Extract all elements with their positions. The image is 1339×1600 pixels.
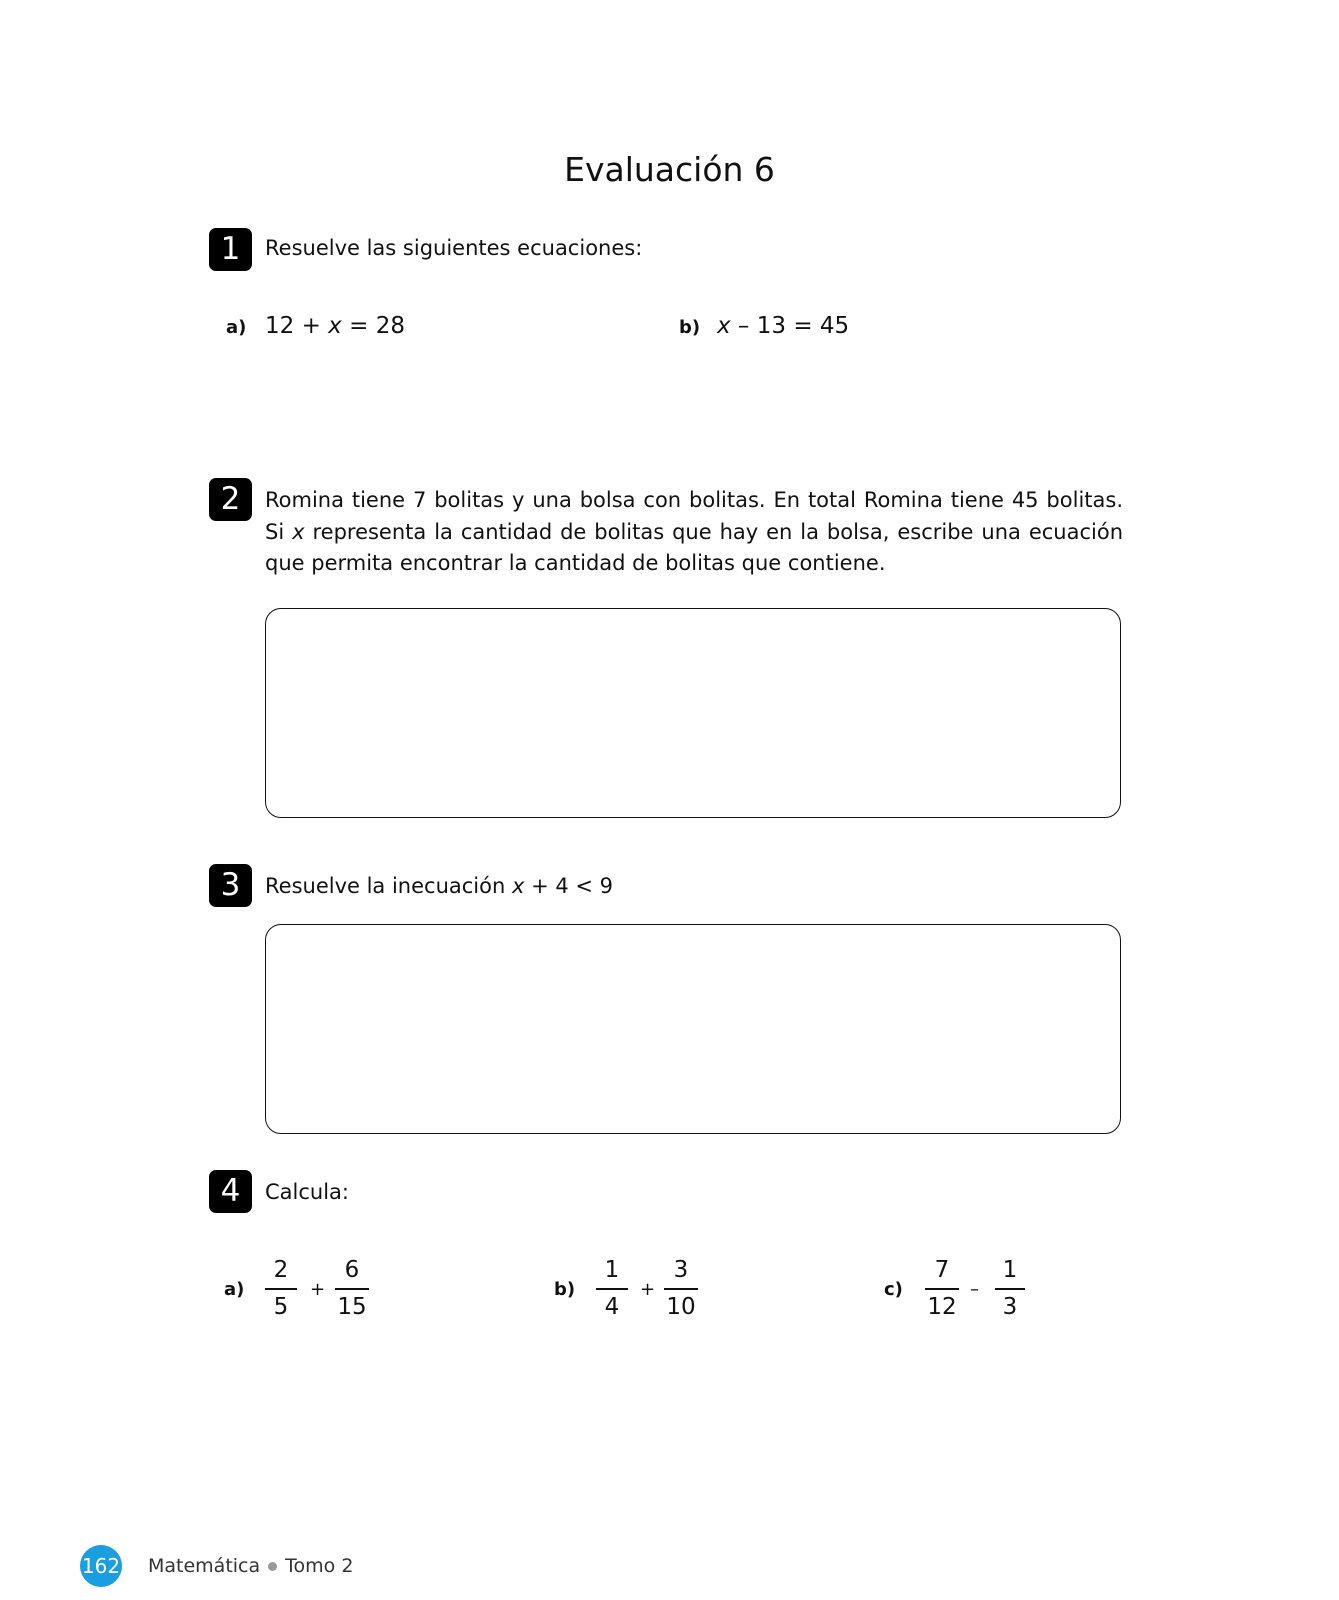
- numerator: 7: [934, 1256, 950, 1283]
- numerator: 6: [344, 1256, 360, 1283]
- q2-text-2: representa la cantidad de bolitas que hay en la bolsa, escribe una ecuación que permita encontrar la cantidad de bolitas que contiene.: [265, 519, 1124, 575]
- denominator: 10: [666, 1294, 696, 1321]
- denominator: 15: [337, 1294, 367, 1321]
- q2-var: x: [292, 519, 305, 544]
- footer-volume: Tomo 2: [285, 1555, 354, 1577]
- q4-c-label: c): [884, 1279, 903, 1300]
- numerator: 1: [604, 1256, 620, 1283]
- q3-answer-box[interactable]: [265, 924, 1121, 1134]
- denominator: 4: [604, 1294, 620, 1321]
- fraction-bar: [664, 1288, 698, 1290]
- q4-b-fraction-2: [664, 1255, 698, 1323]
- q1-a-pre: 12 +: [265, 313, 329, 339]
- question-4-text: Calcula:: [265, 1180, 349, 1204]
- page-number-badge: 162: [80, 1545, 122, 1587]
- q3-expr: + 4 < 9: [524, 874, 614, 898]
- fraction-bar: [596, 1288, 628, 1290]
- question-2-text: [265, 485, 1123, 580]
- q1-b-label: b): [679, 317, 701, 338]
- q3-var: x: [511, 874, 525, 898]
- q4-b-fraction-1: [596, 1255, 628, 1323]
- question-2-number: 2: [209, 478, 252, 521]
- q4-b-label: b): [554, 1279, 576, 1300]
- fraction-bar: [265, 1288, 297, 1290]
- question-3-number: 3: [209, 864, 252, 907]
- denominator: 5: [273, 1294, 289, 1321]
- q4-a-label: a): [224, 1279, 245, 1300]
- question-4-number: 4: [209, 1170, 252, 1213]
- q1-b-equation: [717, 313, 849, 339]
- numerator: 3: [673, 1256, 689, 1283]
- q1-a-post: = 28: [341, 313, 405, 339]
- q4-a-fraction-1: [265, 1255, 297, 1323]
- question-3-text: [265, 871, 613, 902]
- q4-c-fraction-2: [995, 1255, 1025, 1323]
- q4-c-operator: –: [970, 1279, 979, 1300]
- q2-answer-box[interactable]: [265, 608, 1121, 818]
- denominator: 12: [927, 1294, 957, 1321]
- fraction-bar: [925, 1288, 959, 1290]
- numerator: 2: [273, 1256, 289, 1283]
- q1-a-var: x: [328, 313, 342, 339]
- denominator: 3: [1002, 1294, 1018, 1321]
- q1-b-var: x: [717, 313, 731, 339]
- q4-c-fraction-1: [925, 1255, 959, 1323]
- q4-a-operator: +: [310, 1279, 326, 1300]
- numerator: 1: [1002, 1256, 1018, 1283]
- q1-a-equation: [265, 313, 405, 339]
- fraction-bar: [335, 1288, 369, 1290]
- bullet-dot-icon: [268, 1562, 277, 1571]
- question-1-number: 1: [209, 228, 252, 271]
- footer-book: Matemática: [148, 1555, 261, 1577]
- q3-text: Resuelve la inecuación: [265, 874, 512, 898]
- q1-b-post: – 13 = 45: [730, 313, 850, 339]
- page-title: Evaluación 6: [564, 150, 775, 189]
- q4-a-fraction-2: [335, 1255, 369, 1323]
- fraction-bar: [995, 1288, 1025, 1290]
- q4-b-operator: +: [640, 1279, 656, 1300]
- footer-book-info: [148, 1555, 353, 1577]
- question-1-text: Resuelve las siguientes ecuaciones:: [265, 236, 643, 260]
- q1-a-label: a): [226, 317, 247, 338]
- q2-text-1: Romina tiene 7 bolitas y una bolsa con bolitas. En total Romina tiene 45 bolitas. Si: [265, 488, 1123, 544]
